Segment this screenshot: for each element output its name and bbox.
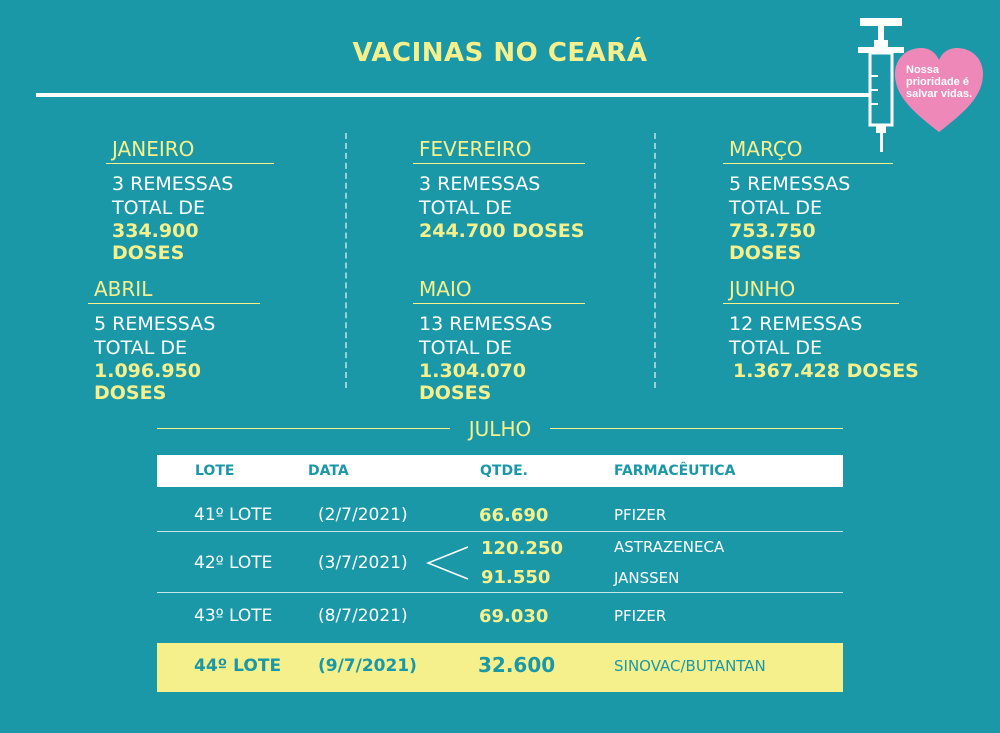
month-name: JUNHO xyxy=(723,277,899,304)
month-block-junho xyxy=(723,277,923,382)
month-name: MAIO xyxy=(413,277,585,304)
table-row-data: (8/7/2021) xyxy=(318,606,408,626)
month-total-label: TOTAL DE xyxy=(419,337,512,359)
month-block-janeiro xyxy=(106,137,274,264)
row-divider xyxy=(157,592,843,593)
table-row-farmaceutica-secondary: JANSSEN xyxy=(614,569,680,587)
month-remessas: 3 REMESSAS xyxy=(419,173,541,195)
table-header xyxy=(157,455,843,487)
split-bracket-icon xyxy=(426,545,470,581)
month-remessas: 5 REMESSAS xyxy=(94,313,216,335)
table-row-qtde: 32.600 xyxy=(478,653,556,677)
col-header-farmaceutica: FARMACÊUTICA xyxy=(614,463,736,479)
month-doses: 334.900 DOSES xyxy=(112,220,199,264)
table-row-qtde: 66.690 xyxy=(479,505,549,526)
title-divider xyxy=(36,93,871,97)
month-remessas: 5 REMESSAS xyxy=(729,173,851,195)
table-row-lote: 42º LOTE xyxy=(194,553,273,573)
month-total-label: TOTAL DE xyxy=(112,197,205,219)
julho-heading: JULHO xyxy=(468,417,532,441)
month-name: MARÇO xyxy=(723,137,893,164)
month-block-maio xyxy=(413,277,585,404)
table-row-data: (9/7/2021) xyxy=(318,656,417,676)
row-divider xyxy=(157,531,843,532)
page-title: VACINAS NO CEARÁ xyxy=(352,38,648,68)
table-row-data: (3/7/2021) xyxy=(318,553,408,573)
month-doses: 1.096.950 DOSES xyxy=(94,360,201,404)
column-divider xyxy=(345,133,347,388)
table-row-qtde: 120.250 xyxy=(481,538,563,559)
table-row-data: (2/7/2021) xyxy=(318,505,408,525)
month-remessas: 12 REMESSAS xyxy=(729,313,863,335)
table-row-farmaceutica: SINOVAC/BUTANTAN xyxy=(614,657,766,675)
col-header-lote: LOTE xyxy=(195,463,235,479)
month-total-label: TOTAL DE xyxy=(729,197,822,219)
table-row-farmaceutica: PFIZER xyxy=(614,607,667,625)
month-remessas: 13 REMESSAS xyxy=(419,313,553,335)
month-block-abril xyxy=(88,277,260,404)
table-row-farmaceutica: PFIZER xyxy=(614,506,667,524)
month-name: JANEIRO xyxy=(106,137,274,164)
month-remessas: 3 REMESSAS xyxy=(112,173,234,195)
month-block-fevereiro xyxy=(413,137,585,242)
month-doses: 1.304.070 DOSES xyxy=(419,360,526,404)
month-total-label: TOTAL DE xyxy=(419,197,512,219)
table-row-lote: 44º LOTE xyxy=(194,656,282,676)
col-header-data: DATA xyxy=(308,463,349,479)
table-row-lote: 43º LOTE xyxy=(194,606,273,626)
heart-badge-text: Nossa prioridade é salvar vidas. xyxy=(906,64,973,100)
table-row-qtde-secondary: 91.550 xyxy=(481,567,551,588)
month-block-marco xyxy=(723,137,893,264)
month-name: FEVEREIRO xyxy=(413,137,585,164)
col-header-qtde: QTDE. xyxy=(480,463,528,479)
month-name: ABRIL xyxy=(88,277,260,304)
column-divider xyxy=(654,133,656,388)
month-doses: 1.367.428 DOSES xyxy=(733,360,919,382)
month-doses: 244.700 DOSES xyxy=(419,220,585,242)
month-doses: 753.750 DOSES xyxy=(729,220,816,264)
table-row-qtde: 69.030 xyxy=(479,606,549,627)
table-row-farmaceutica: ASTRAZENECA xyxy=(614,538,725,556)
table-row-lote: 41º LOTE xyxy=(194,505,273,525)
month-total-label: TOTAL DE xyxy=(729,337,822,359)
month-total-label: TOTAL DE xyxy=(94,337,187,359)
